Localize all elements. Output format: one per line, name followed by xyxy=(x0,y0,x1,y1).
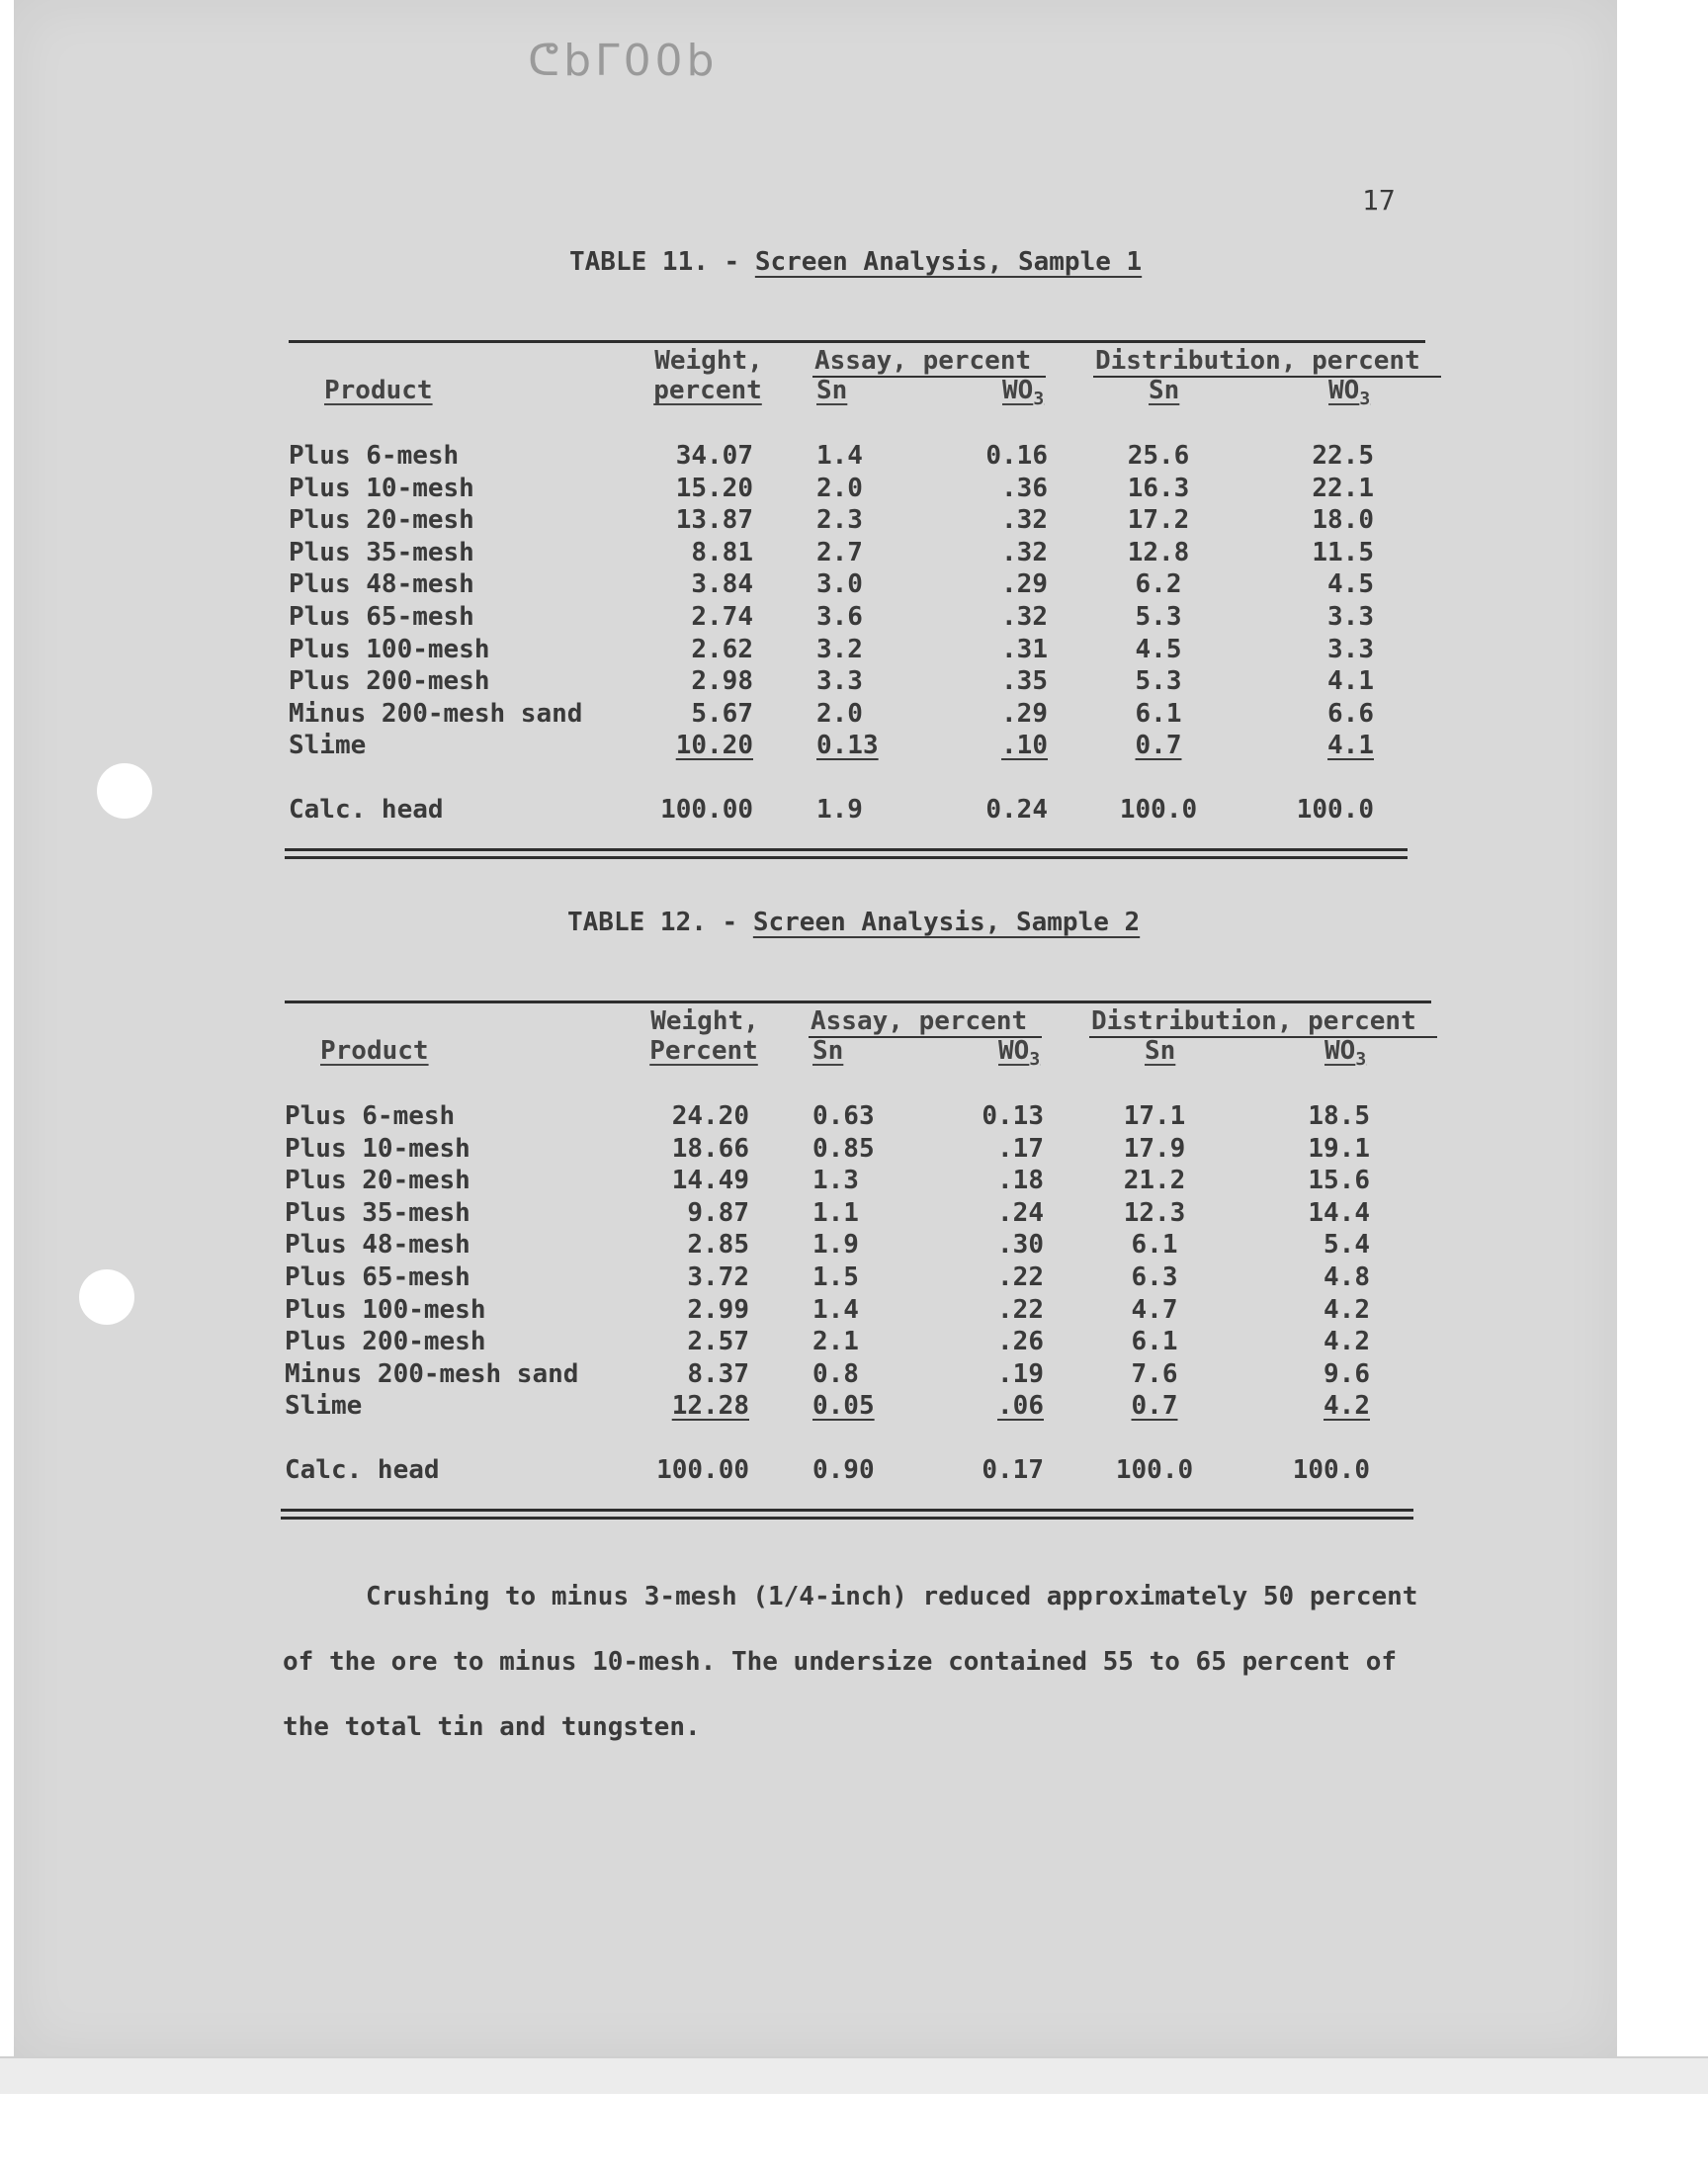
cell-dist-sn: 17.9 xyxy=(1123,1134,1186,1164)
cell-dist-sn: 4.5 xyxy=(1135,635,1182,664)
cell-assay-sn: 1.5 xyxy=(812,1262,859,1292)
header-assay: Assay, percent xyxy=(811,1006,1028,1036)
cell-weight: 15.20 xyxy=(675,474,753,503)
cell-dist-wo3: 18.0 xyxy=(1312,505,1374,535)
cell-assay-sn: 0.13 xyxy=(816,731,879,760)
cell-assay-wo3: .32 xyxy=(1001,602,1048,632)
cell-dist-wo3: 4.8 xyxy=(1324,1262,1370,1292)
cell-assay-sn: 3.3 xyxy=(816,666,863,696)
cell-product: Plus 100-mesh xyxy=(285,1295,486,1325)
header-dist-sn: Sn xyxy=(1149,376,1180,405)
header-weight: Weight, xyxy=(650,1006,759,1036)
cell-product: Plus 10-mesh xyxy=(285,1134,470,1164)
cell-assay-wo3: .29 xyxy=(1001,699,1048,729)
cell-dist-sn: 6.3 xyxy=(1131,1262,1178,1292)
cell-product: Plus 35-mesh xyxy=(289,538,474,567)
cell-weight: 2.62 xyxy=(691,635,753,664)
total-product: Calc. head xyxy=(285,1455,440,1485)
total-dist-wo3: 100.0 xyxy=(1292,1455,1370,1485)
cell-product: Plus 6-mesh xyxy=(285,1101,456,1131)
cell-assay-wo3: .31 xyxy=(1001,635,1048,664)
cell-dist-sn: 6.1 xyxy=(1131,1327,1178,1356)
total-weight: 100.00 xyxy=(656,1455,749,1485)
cell-dist-sn: 5.3 xyxy=(1135,666,1182,696)
table-bottom-rule xyxy=(285,848,1408,851)
total-assay-sn: 1.9 xyxy=(816,795,863,825)
cell-dist-wo3: 5.4 xyxy=(1324,1230,1370,1260)
cell-weight: 34.07 xyxy=(675,441,753,471)
paragraph-line: the total tin and tungsten. xyxy=(283,1712,701,1742)
cell-dist-sn: 0.7 xyxy=(1131,1391,1178,1421)
cell-weight: 13.87 xyxy=(675,505,753,535)
cell-assay-sn: 2.0 xyxy=(816,699,863,729)
cell-dist-sn: 12.3 xyxy=(1123,1198,1186,1228)
cell-assay-sn: 1.4 xyxy=(816,441,863,471)
total-dist-sn: 100.0 xyxy=(1115,1455,1194,1485)
cell-weight: 8.81 xyxy=(691,538,753,567)
cell-dist-sn: 6.1 xyxy=(1131,1230,1178,1260)
cell-dist-wo3: 4.2 xyxy=(1324,1295,1370,1325)
header-distribution: Distribution, percent xyxy=(1095,346,1420,376)
cell-assay-wo3: .17 xyxy=(997,1134,1044,1164)
cell-product: Plus 200-mesh xyxy=(289,666,490,696)
cell-product: Plus 20-mesh xyxy=(285,1166,470,1195)
header-assay-sn: Sn xyxy=(816,376,848,405)
wo-subscript: 3 xyxy=(1359,389,1371,409)
cell-assay-sn: 2.7 xyxy=(816,538,863,567)
header-weight-unit: Percent xyxy=(649,1036,758,1066)
total-dist-wo3: 100.0 xyxy=(1296,795,1374,825)
cell-assay-wo3: .32 xyxy=(1001,538,1048,567)
cell-assay-wo3: .30 xyxy=(997,1230,1044,1260)
cell-product: Plus 35-mesh xyxy=(285,1198,470,1228)
table-title xyxy=(567,908,1140,937)
cell-dist-wo3: 3.3 xyxy=(1327,602,1374,632)
cell-dist-wo3: 15.6 xyxy=(1308,1166,1370,1195)
cell-weight: 14.49 xyxy=(671,1166,749,1195)
header-product: Product xyxy=(320,1036,429,1066)
cell-dist-wo3: 18.5 xyxy=(1308,1101,1370,1131)
cell-dist-wo3: 4.1 xyxy=(1327,666,1374,696)
table-top-rule xyxy=(289,340,1425,343)
total-assay-wo3: 0.24 xyxy=(985,795,1048,825)
header-weight: Weight, xyxy=(654,346,763,376)
cell-product: Plus 20-mesh xyxy=(289,505,474,535)
cell-assay-wo3: .26 xyxy=(997,1327,1044,1356)
cell-assay-wo3: 0.16 xyxy=(985,441,1048,471)
wo-symbol: WO xyxy=(998,1036,1030,1066)
wo-symbol: WO xyxy=(1328,376,1360,405)
cell-assay-wo3: 0.13 xyxy=(982,1101,1044,1131)
wo-subscript: 3 xyxy=(1029,1049,1041,1070)
wo-symbol: WO xyxy=(1324,1036,1356,1066)
cell-product: Minus 200-mesh sand xyxy=(285,1359,579,1389)
cell-assay-sn: 3.6 xyxy=(816,602,863,632)
cell-assay-wo3: .35 xyxy=(1001,666,1048,696)
total-weight: 100.00 xyxy=(660,795,753,825)
cell-dist-wo3: 9.6 xyxy=(1324,1359,1370,1389)
cell-product: Plus 10-mesh xyxy=(289,474,474,503)
page-number: 17 xyxy=(1362,184,1396,217)
header-assay-sn: Sn xyxy=(812,1036,844,1066)
cell-dist-sn: 21.2 xyxy=(1123,1166,1186,1195)
total-product: Calc. head xyxy=(289,795,444,825)
header-distribution-underline xyxy=(1089,1036,1437,1038)
cell-weight: 3.72 xyxy=(687,1262,749,1292)
cell-assay-sn: 2.0 xyxy=(816,474,863,503)
cell-assay-wo3: .32 xyxy=(1001,505,1048,535)
cell-assay-wo3: .24 xyxy=(997,1198,1044,1228)
cell-assay-sn: 0.85 xyxy=(812,1134,875,1164)
cell-dist-sn: 17.1 xyxy=(1123,1101,1186,1131)
header-dist-sn: Sn xyxy=(1145,1036,1176,1066)
cell-dist-sn: 25.6 xyxy=(1127,441,1190,471)
cell-weight: 2.57 xyxy=(687,1327,749,1356)
cell-assay-sn: 2.3 xyxy=(816,505,863,535)
cell-weight: 2.99 xyxy=(687,1295,749,1325)
cell-weight: 8.37 xyxy=(687,1359,749,1389)
cell-product: Plus 65-mesh xyxy=(289,602,474,632)
cell-weight: 18.66 xyxy=(671,1134,749,1164)
cell-product: Minus 200-mesh sand xyxy=(289,699,583,729)
cell-weight: 2.85 xyxy=(687,1230,749,1260)
cell-assay-wo3: .18 xyxy=(997,1166,1044,1195)
paragraph-line: Crushing to minus 3-mesh (1/4-inch) reduced approximately 50 percent xyxy=(366,1582,1418,1611)
cell-assay-wo3: .29 xyxy=(1001,569,1048,599)
header-product: Product xyxy=(324,376,433,405)
table-title xyxy=(569,247,1142,277)
header-assay: Assay, percent xyxy=(814,346,1032,376)
cell-assay-sn: 0.8 xyxy=(812,1359,859,1389)
cell-dist-sn: 0.7 xyxy=(1135,731,1182,760)
cell-weight: 2.74 xyxy=(691,602,753,632)
wo-symbol: WO xyxy=(1002,376,1034,405)
cell-weight: 3.84 xyxy=(691,569,753,599)
header-dist-wo3 xyxy=(1328,376,1370,408)
cell-assay-wo3: .36 xyxy=(1001,474,1048,503)
cell-dist-wo3: 4.5 xyxy=(1327,569,1374,599)
cell-dist-wo3: 4.2 xyxy=(1324,1327,1370,1356)
cell-dist-wo3: 19.1 xyxy=(1308,1134,1370,1164)
cell-assay-sn: 3.2 xyxy=(816,635,863,664)
cell-product: Plus 48-mesh xyxy=(289,569,474,599)
header-dist-wo3 xyxy=(1324,1036,1366,1069)
page-bottom-band xyxy=(0,2056,1708,2094)
table-bottom-rule xyxy=(285,856,1408,859)
cell-dist-sn: 7.6 xyxy=(1131,1359,1178,1389)
total-dist-sn: 100.0 xyxy=(1119,795,1198,825)
header-distribution: Distribution, percent xyxy=(1091,1006,1416,1036)
cell-assay-sn: 3.0 xyxy=(816,569,863,599)
stamp-number: ᕦbΓ00b xyxy=(528,36,719,86)
cell-dist-sn: 17.2 xyxy=(1127,505,1190,535)
table-top-rule xyxy=(285,1000,1431,1003)
header-assay-wo3 xyxy=(1002,376,1044,408)
cell-dist-sn: 12.8 xyxy=(1127,538,1190,567)
table-label: TABLE 11. - xyxy=(569,247,740,277)
cell-dist-wo3: 4.1 xyxy=(1327,731,1374,760)
cell-dist-wo3: 22.5 xyxy=(1312,441,1374,471)
cell-assay-sn: 1.9 xyxy=(812,1230,859,1260)
cell-assay-sn: 1.1 xyxy=(812,1198,859,1228)
cell-weight: 10.20 xyxy=(675,731,753,760)
cell-product: Plus 200-mesh xyxy=(285,1327,486,1356)
cell-assay-sn: 1.3 xyxy=(812,1166,859,1195)
cell-dist-wo3: 3.3 xyxy=(1327,635,1374,664)
cell-dist-sn: 4.7 xyxy=(1131,1295,1178,1325)
cell-assay-wo3: .22 xyxy=(997,1262,1044,1292)
cell-dist-wo3: 6.6 xyxy=(1327,699,1374,729)
punch-hole xyxy=(79,1269,134,1325)
cell-product: Plus 48-mesh xyxy=(285,1230,470,1260)
cell-dist-wo3: 22.1 xyxy=(1312,474,1374,503)
cell-product: Plus 100-mesh xyxy=(289,635,490,664)
table-caption: Screen Analysis, Sample 1 xyxy=(754,247,1143,277)
table-bottom-rule xyxy=(281,1509,1413,1512)
cell-assay-wo3: .22 xyxy=(997,1295,1044,1325)
cell-assay-sn: 0.05 xyxy=(812,1391,875,1421)
cell-weight: 5.67 xyxy=(691,699,753,729)
cell-assay-wo3: .06 xyxy=(997,1391,1044,1421)
table-caption: Screen Analysis, Sample 2 xyxy=(752,908,1141,937)
total-assay-sn: 0.90 xyxy=(812,1455,875,1485)
cell-assay-sn: 2.1 xyxy=(812,1327,859,1356)
body-paragraph xyxy=(283,1564,1489,1760)
cell-product: Plus 6-mesh xyxy=(289,441,460,471)
cell-dist-sn: 16.3 xyxy=(1127,474,1190,503)
wo-subscript: 3 xyxy=(1033,389,1045,409)
cell-dist-wo3: 4.2 xyxy=(1324,1391,1370,1421)
cell-dist-sn: 6.2 xyxy=(1135,569,1182,599)
header-assay-wo3 xyxy=(998,1036,1040,1069)
header-distribution-underline xyxy=(1093,376,1441,378)
cell-dist-sn: 5.3 xyxy=(1135,602,1182,632)
cell-assay-sn: 0.63 xyxy=(812,1101,875,1131)
wo-subscript: 3 xyxy=(1355,1049,1367,1070)
table-bottom-rule xyxy=(281,1517,1413,1520)
cell-product: Plus 65-mesh xyxy=(285,1262,470,1292)
cell-weight: 2.98 xyxy=(691,666,753,696)
cell-weight: 12.28 xyxy=(671,1391,749,1421)
cell-assay-wo3: .19 xyxy=(997,1359,1044,1389)
cell-weight: 9.87 xyxy=(687,1198,749,1228)
cell-dist-wo3: 14.4 xyxy=(1308,1198,1370,1228)
header-weight-unit: percent xyxy=(653,376,762,405)
total-assay-wo3: 0.17 xyxy=(982,1455,1044,1485)
cell-dist-wo3: 11.5 xyxy=(1312,538,1374,567)
paragraph-line: of the ore to minus 10-mesh. The undersize contained 55 to 65 percent of xyxy=(283,1647,1398,1677)
table-label: TABLE 12. - xyxy=(567,908,738,937)
cell-assay-sn: 1.4 xyxy=(812,1295,859,1325)
cell-assay-wo3: .10 xyxy=(1001,731,1048,760)
cell-weight: 24.20 xyxy=(671,1101,749,1131)
punch-hole xyxy=(97,763,152,819)
cell-dist-sn: 6.1 xyxy=(1135,699,1182,729)
cell-product: Slime xyxy=(285,1391,363,1421)
cell-product: Slime xyxy=(289,731,367,760)
